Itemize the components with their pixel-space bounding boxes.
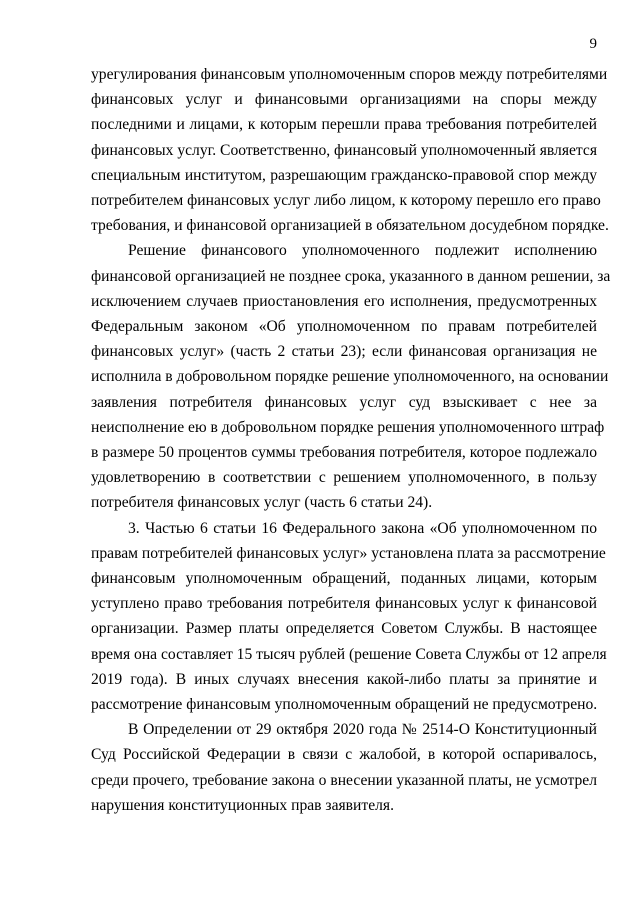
body-text: [91, 62, 611, 818]
text-line: удовлетворению в соответствии с решением уполномоченного, в пользу: [91, 469, 597, 487]
paragraph-2: [91, 238, 611, 515]
text-line: В Определении от 29 октября 2020 года № 2514-О Конституционный: [128, 721, 597, 739]
text-line: время она составляет 15 тысяч рублей (решение Совета Службы от 12 апреля: [91, 645, 607, 663]
text-line: исключением случаев приостановления его исполнения, предусмотренных: [91, 292, 597, 310]
text-line: потребителем финансовых услуг либо лицом, к которому перешло его право: [91, 192, 601, 210]
text-line: заявления потребителя финансовых услуг суд взыскивает с нее за: [91, 393, 597, 411]
text-line: урегулирования финансовым уполномоченным споров между потребителями: [91, 66, 608, 83]
text-line: организации. Размер платы определяется Советом Службы. В настоящее: [91, 620, 597, 638]
text-line: финансовых услуг. Соответственно, финансовый уполномоченный является: [91, 141, 598, 159]
text-line: требования, и финансовой организацией в обязательном досудебном порядке.: [91, 217, 609, 235]
paragraph-3: [91, 516, 607, 718]
paragraph-4: [91, 717, 597, 818]
text-line: 3. Частью 6 статьи 16 Федерального закона «Об уполномоченном по: [128, 519, 597, 537]
text-line: Федеральным законом «Об уполномоченном по правам потребителей: [91, 318, 597, 336]
text-line: исполнила в добровольном порядке решение уполномоченного, на основании: [91, 368, 609, 386]
text-line: финансовых услуг» (часть 2 статьи 23); если финансовая организация не: [91, 343, 597, 361]
text-line: Суд Российской Федерации в связи с жалобой, в которой оспаривалось,: [91, 746, 597, 764]
text-line: финансовой организацией не позднее срока, указанного в данном решении, за: [91, 267, 611, 285]
text-line: финансовым уполномоченным обращений, поданных лицами, которым: [91, 570, 597, 588]
paragraph-1: [91, 62, 609, 238]
text-line: неисполнение ею в добровольном порядке решения уполномоченного штраф: [91, 418, 605, 436]
text-line: рассмотрение финансовым уполномоченным обращений не предусмотрено.: [91, 696, 598, 714]
text-line: среди прочего, требование закона о внесении указанной платы, не усмотрел: [91, 771, 597, 789]
text-line: потребителя финансовых услуг (часть 6 статьи 24).: [91, 494, 433, 512]
text-line: Решение финансового уполномоченного подлежит исполнению: [128, 242, 597, 260]
text-line: специальным институтом, разрешающим гражданско-правовой спор между: [91, 166, 597, 184]
page-number: 9: [589, 36, 597, 52]
text-line: нарушения конституционных прав заявителя.: [91, 796, 394, 814]
text-line: в размере 50 процентов суммы требования потребителя, которое подлежало: [91, 444, 597, 462]
text-line: последними и лицами, к которым перешли права требования потребителей: [91, 116, 597, 134]
text-line: 2019 года). В иных случаях внесения какой-либо платы за принятие и: [91, 670, 597, 688]
text-line: уступлено право требования потребителя финансовых услуг к финансовой: [91, 595, 597, 613]
text-line: правам потребителей финансовых услуг» установлена плата за рассмотрение: [91, 544, 606, 562]
text-line: финансовых услуг и финансовыми организациями на споры между: [91, 91, 597, 109]
